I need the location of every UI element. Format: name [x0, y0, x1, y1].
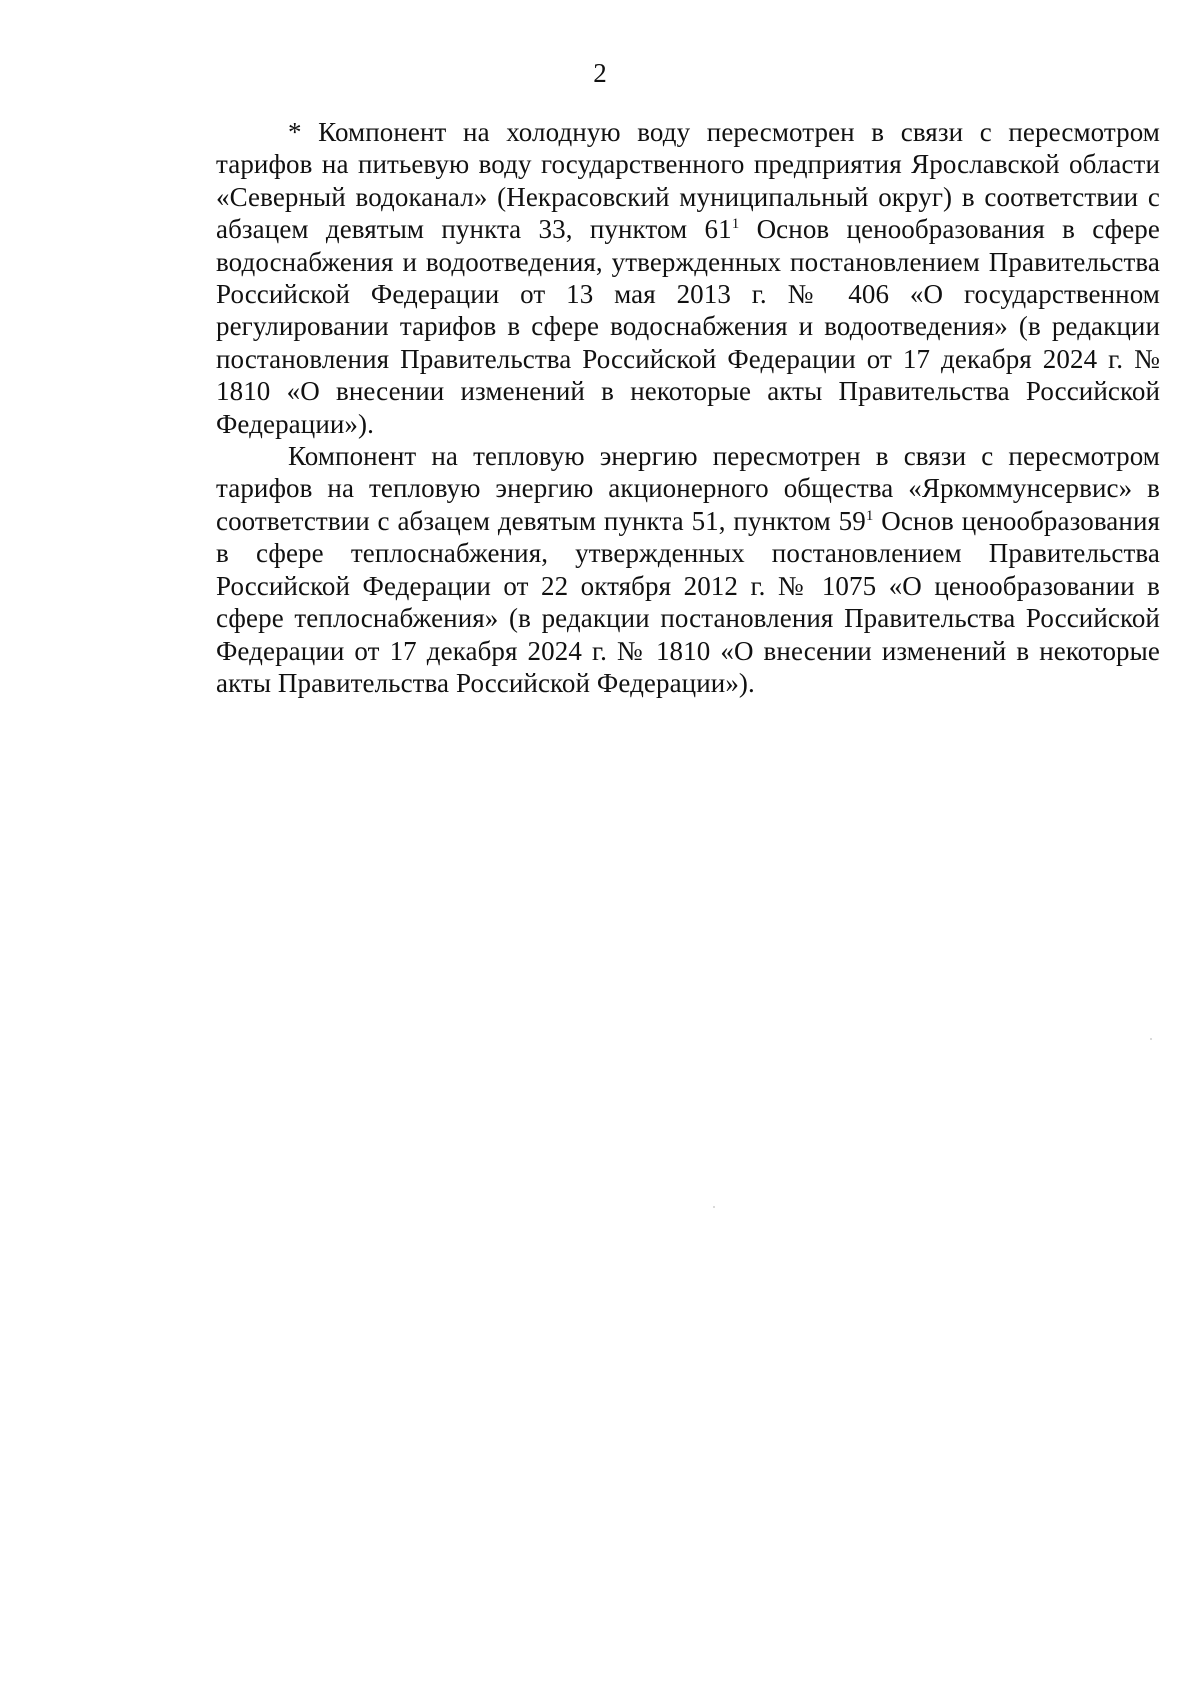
paragraph-text: Компонент на тепловую энергию пересмотрен в связи с пересмотром тарифов на тепловую энергию акционерного общества «Яркоммунсервис» в соответствии с абзацем девятым пункта 51, пунктом 59: [216, 441, 1160, 536]
scan-speck: [713, 1206, 715, 1208]
paragraph-cold-water-component: [216, 116, 1160, 440]
paragraph-text: * Компонент на холодную воду пересмотрен в связи с пересмотром тарифов на питьевую воду государственного предприятия Ярославской области «Северный водоканал» (Некрасовский муниципальный округ) в соответствии с абзацем девятым пункта 33, пунктом 61: [216, 117, 1160, 245]
paragraph-text: Основ ценообразования в сфере водоснабжения и водоотведения, утвержденных постановлением Правительства Российской Федерации от 13 мая 2013 г. № 406 «О государственном регулировании тарифов в сфере водоснабжения и водоотведения» (в редакции постановления Правительства Российской Федерации от 17 декабря 2024 г. № 1810 «О внесении изменений в некоторые акты Правительства Российской Федерации»).: [216, 214, 1160, 439]
superscript-footnote-mark: 1: [865, 507, 874, 524]
page-number: 2: [593, 58, 607, 88]
document-body: [216, 116, 1160, 699]
superscript-footnote-mark: 1: [731, 216, 740, 233]
scan-speck: [1150, 1038, 1152, 1040]
paragraph-text: Основ ценообразования в сфере теплоснабжения, утвержденных постановлением Правительства Российской Федерации от 22 октября 2012 г. № 1075 «О ценообразовании в сфере теплоснабжения» (в редакции постановления Правительства Российской Федерации от 17 декабря 2024 г. № 1810 «О внесении изменений в некоторые акты Правительства Российской Федерации»).: [216, 505, 1161, 698]
paragraph-heat-energy-component: [216, 440, 1160, 699]
